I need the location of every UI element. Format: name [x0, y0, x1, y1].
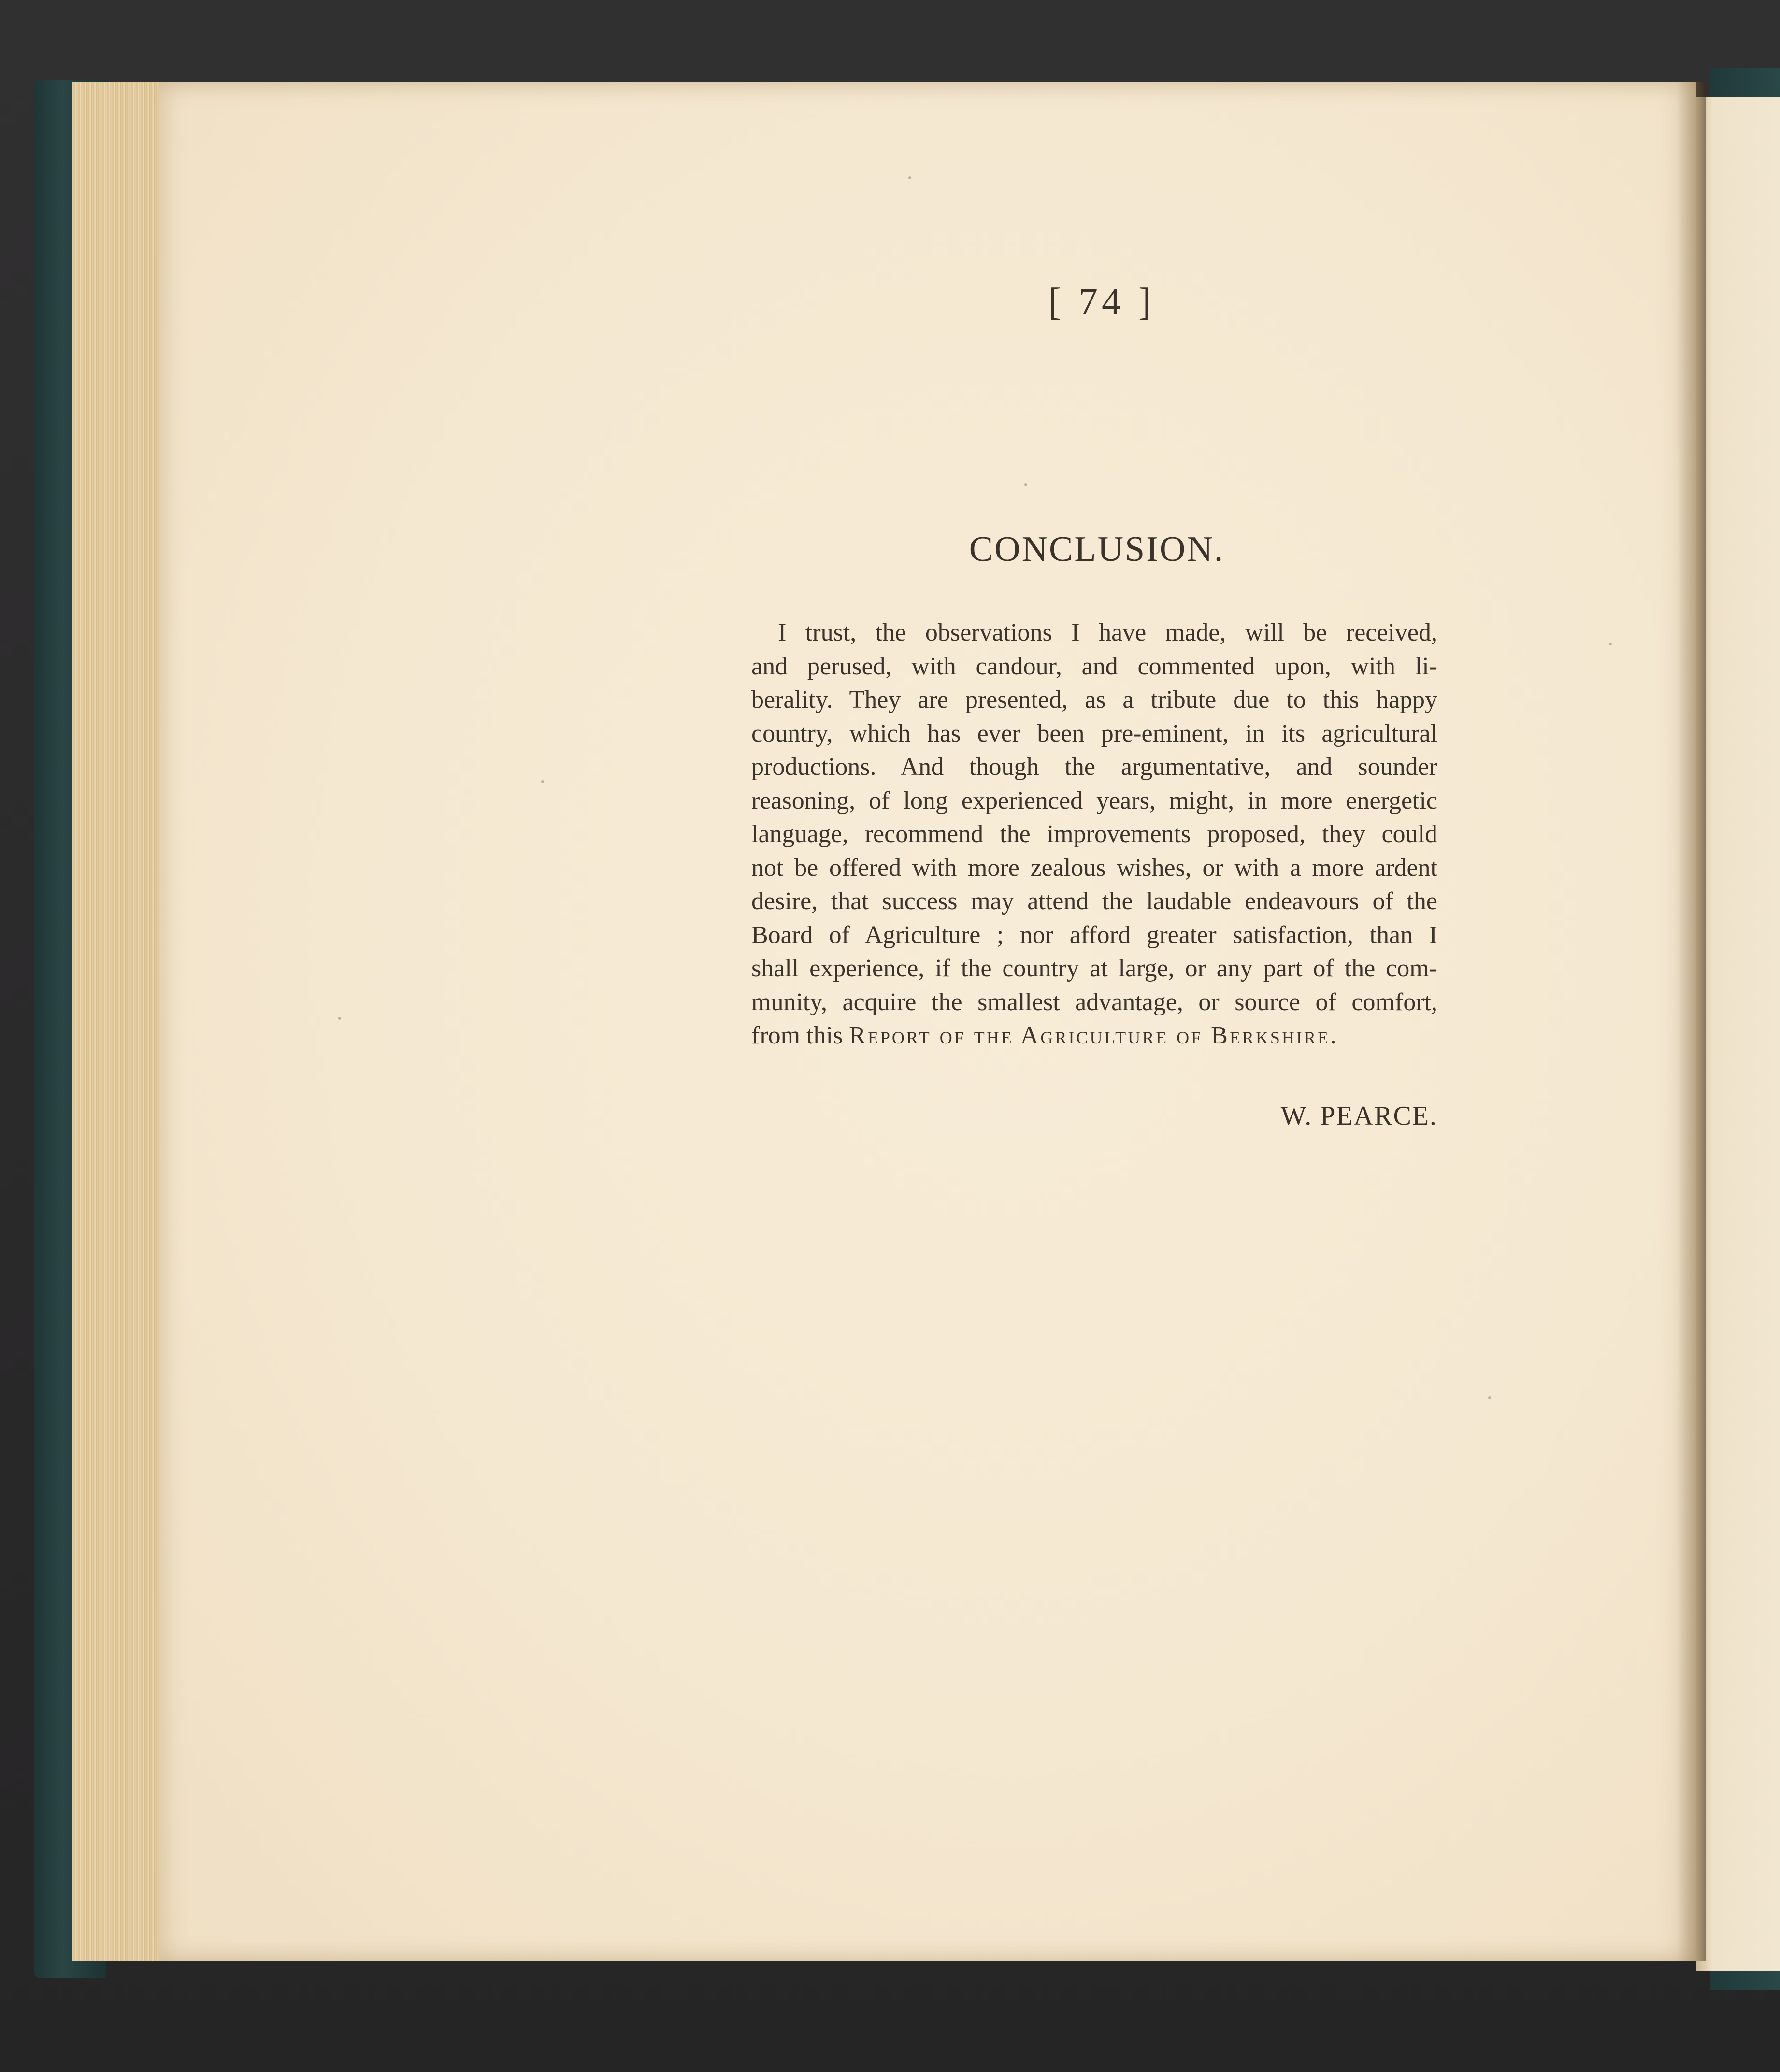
text-line: berality. They are presented, as a tribute due to this happy: [751, 686, 1437, 714]
paper-speck: [1488, 1396, 1491, 1399]
text-line: reasoning, of long experienced years, might, in more energetic: [751, 786, 1437, 815]
page-number: [ 74 ]: [1048, 281, 1155, 323]
page-edges: [72, 82, 167, 1961]
facing-page-edge: [1696, 97, 1780, 1971]
text-line: Board of Agriculture ; nor afford greater satisfaction, than I: [751, 921, 1437, 949]
body-paragraph: [751, 616, 1437, 1053]
text-line: productions. And though the argumentative, and sounder: [751, 753, 1437, 781]
text-line: shall experience, if the country at large, or any part of the com-: [751, 955, 1437, 982]
report-title-smallcaps: Report of the Agriculture of Berkshire.: [849, 1022, 1338, 1049]
page-title: CONCLUSION.: [969, 529, 1225, 569]
text-line: desire, that success may attend the laudable endeavours of the: [751, 887, 1437, 915]
text-line-prefix: from this: [751, 1022, 843, 1049]
text-line: language, recommend the improvements proposed, they could: [751, 820, 1437, 848]
paper-speck: [908, 176, 911, 179]
text-line: munity, acquire the smallest advantage, or source of comfort,: [751, 988, 1437, 1016]
text-line: not be offered with more zealous wishes, or with a more ardent: [751, 854, 1437, 882]
paper-speck: [1024, 483, 1027, 486]
paper-speck: [1609, 643, 1612, 645]
text-line: and perused, with candour, and commented upon, with li-: [751, 652, 1437, 680]
paper-speck: [541, 780, 544, 783]
text-line-final: [751, 1019, 1437, 1053]
author-signature: W. PEARCE.: [1280, 1101, 1437, 1131]
text-line: country, which has ever been pre-eminent, in its agricultural: [751, 719, 1437, 747]
paper-speck: [338, 1017, 341, 1020]
page-gutter: [1677, 82, 1706, 1961]
text-line: I trust, the observations I have made, will be received,: [778, 619, 1437, 646]
